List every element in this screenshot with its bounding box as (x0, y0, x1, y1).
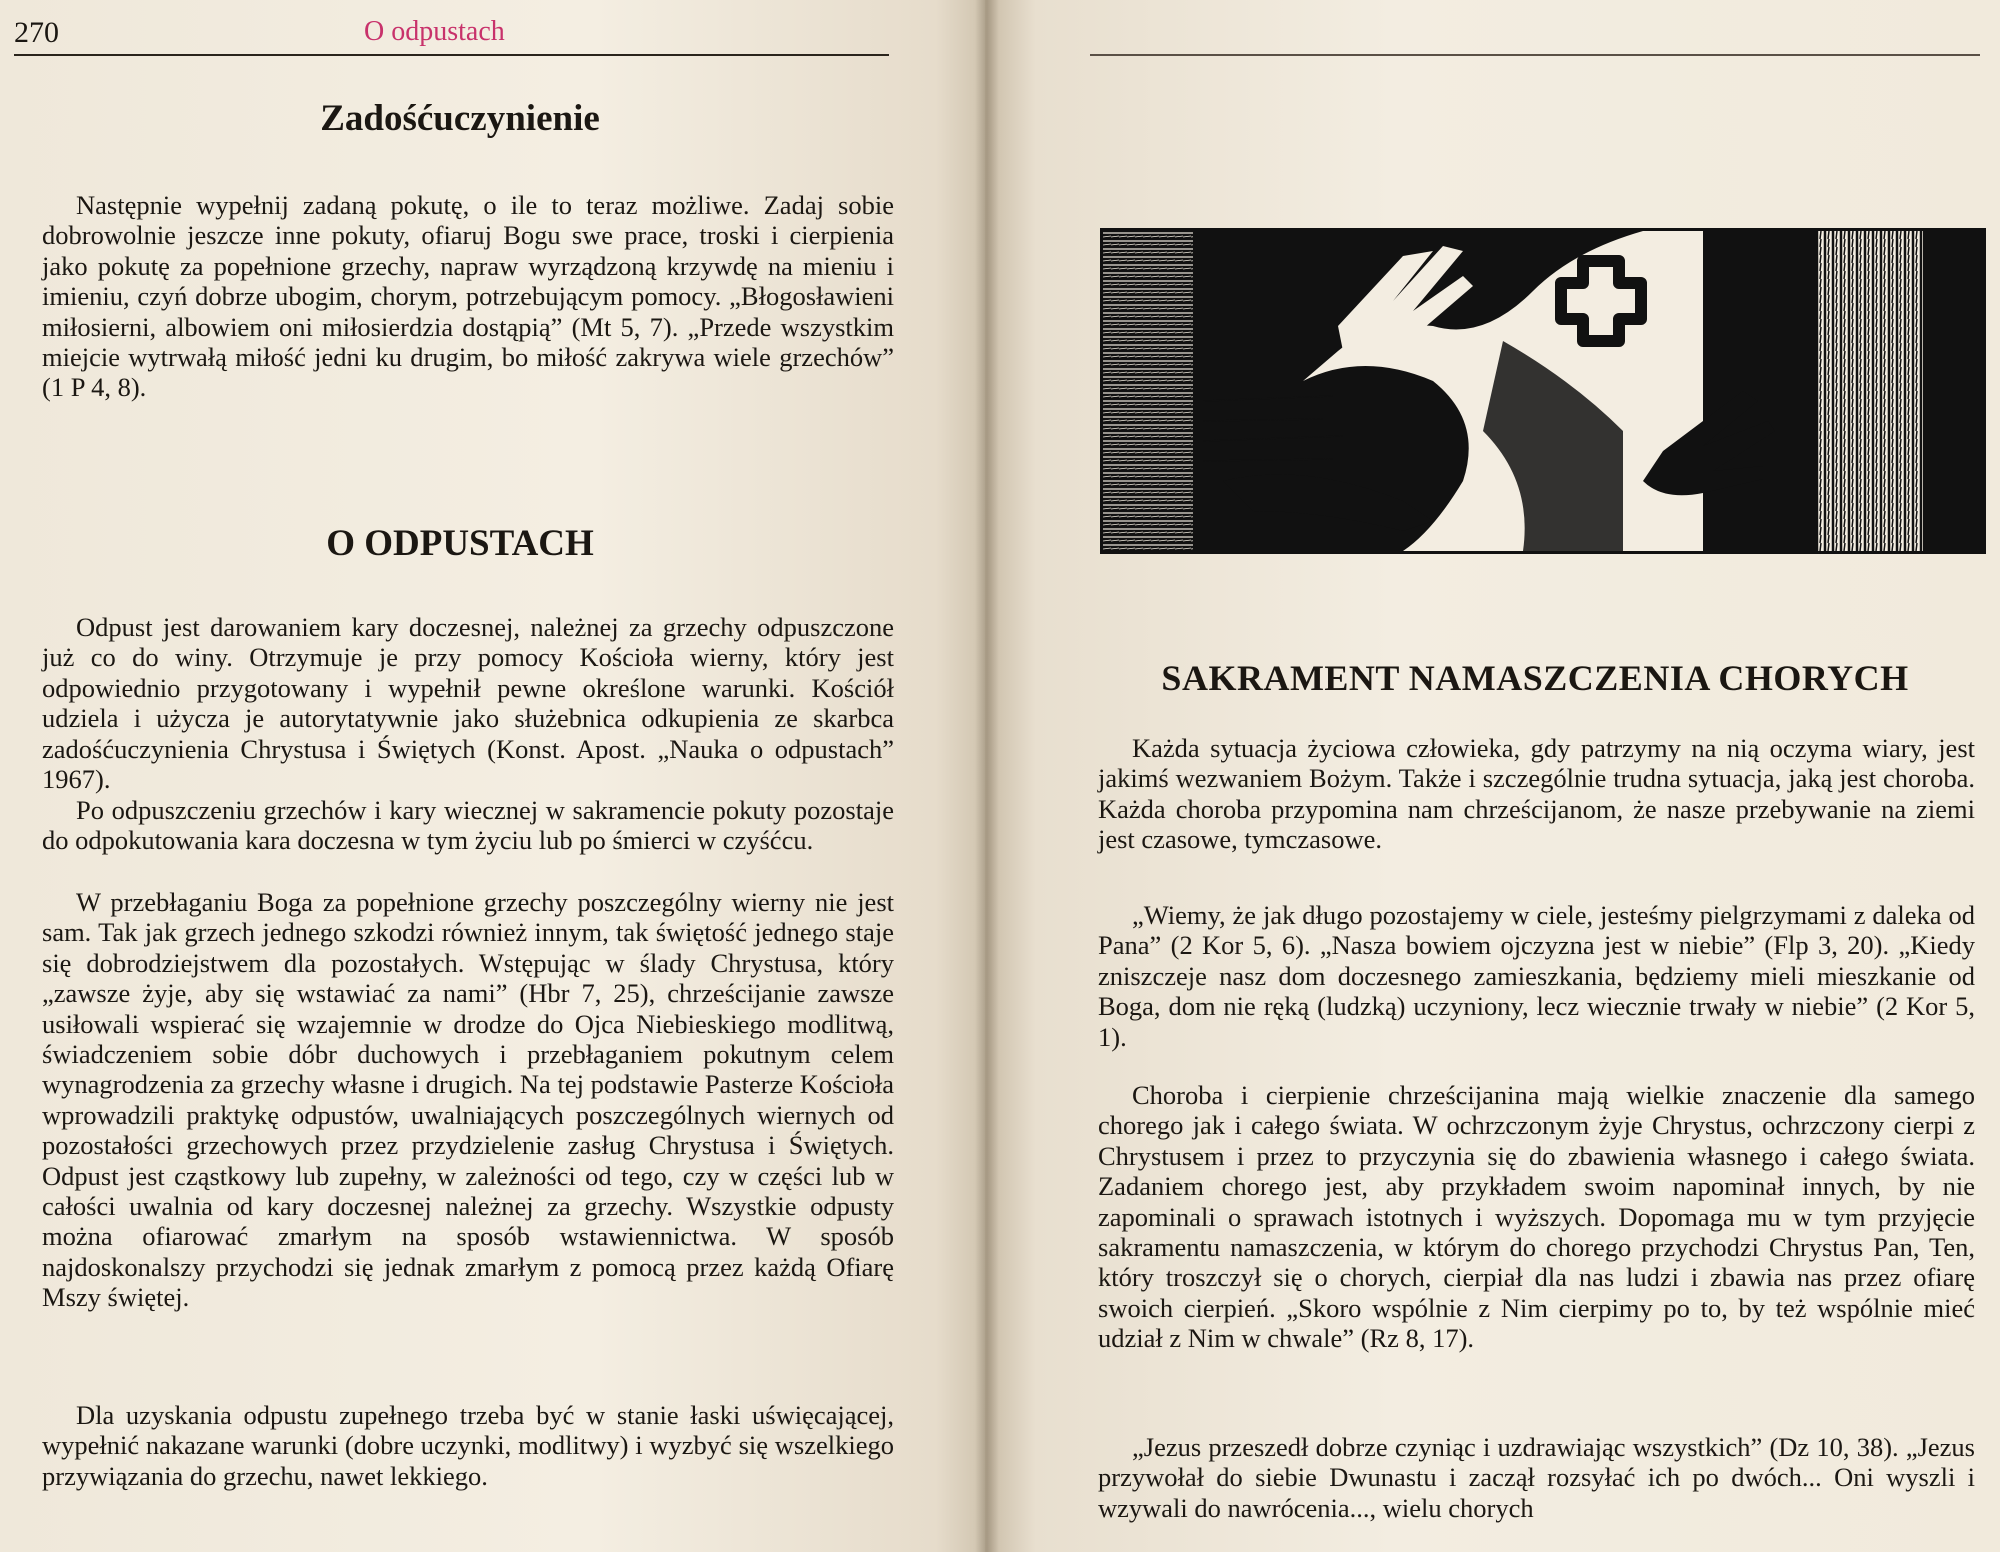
woodcut-hands-cross-image (1103, 231, 1983, 551)
paragraph: Po odpuszczeniu grzechów i kary wiecznej w sakramencie pokuty pozostaje do odpokutowania kara doczesna w tym życiu lub po śmierci w czyśćcu. (42, 795, 894, 856)
paragraph: Odpust jest darowaniem kary doczesnej, należnej za grzechy odpuszczone już co do winy. Otrzymuje je przy pomocy Kościoła wierny, który jest odpowiednio przygotowany i wypełnił pewne określone warunki. Kościół udziela i użycza je autorytatywnie jako służebnica odkupienia ze skarbca zadośćuczynienia Chrystusa i Świętych (Konst. Apost. „Nauka o odpustach” 1967). (42, 612, 894, 795)
paragraph: Choroba i cierpienie chrześcijanina mają wielkie znaczenie dla samego chorego jak i całego świata. W ochrzczonym żyje Chrystus, ochrzczony cierpi z Chrystusem i przez to przyczynia się do zbawienia własnego i całego świata. Zadaniem chorego jest, aby przykładem swoim napominał innych, by nie zapominali o sprawach istotnych i wyższych. Dopomaga mu w tym przyjęcie sakramentu namaszczenia, w którym do chorego przychodzi Chrystus Pan, Ten, który troszczył się o chorych, cierpiał dla nas ludzi i zbawia nas przez ofiarę swoich cierpień. „Skoro wspólnie z Nim cierpimy po to, by też wspólnie mieć udział z Nim w chwale” (Rz 8, 17). (1098, 1080, 1975, 1354)
section-heading-o-odpustach: O ODPUSTACH (326, 523, 594, 564)
paragraph: „Wiemy, że jak długo pozostajemy w ciele, jesteśmy pielgrzymami z daleka od Pana” (2 Kor 5, 6). „Nasza bowiem ojczyzna jest w niebie” (Flp 3, 20). „Kiedy zniszczeje nasz dom doczesnego zamieszkania, będziemy mieli mieszkanie od Boga, dom nie ręką (ludzką) uczyniony, lecz wiecznie trwały w niebie” (2 Kor 5, 1). (1098, 900, 1975, 1052)
woodcut-illustration (1100, 228, 1986, 554)
paragraph: „Jezus przeszedł dobrze czyniąc i uzdrawiając wszystkich” (Dz 10, 38). „Jezus przywołał do siebie Dwunastu i zaczął rozsyłać ich po dwóch... Oni wyszli i wzywali do nawrócenia..., wielu chorych (1098, 1432, 1975, 1523)
section-heading-zadoscuczynienie: Zadośćuczynienie (320, 98, 600, 139)
paragraph: W przebłaganiu Boga za popełnione grzechy poszczególny wierny nie jest sam. Tak jak grzech jednego szkodzi również innym, tak świętość jednego staje się dobrodziejstwem dla pozostałych. Wstępując w ślady Chrystusa, który „zawsze żyje, aby się wstawiać za nami” (Hbr 7, 25), chrześcijanie zawsze usiłowali wspierać się wzajemnie w drodze do Ojca Niebieskiego modlitwą, świadczeniem sobie dóbr duchowych i przebłaganiem pokutnym celem wynagrodzenia za grzechy własne i drugich. Na tej podstawie Pasterze Kościoła wprowadzili praktykę odpustów, uwalniających poszczególnych wiernych od pozostałości grzechowych przez przydzielenie zasług Chrystusa i Świętych. Odpust jest cząstkowy lub zupełny, w zależności od tego, czy w części lub w całości uwalnia od kary doczesnej należnej za grzechy. Wszystkie odpusty można ofiarować zmarłym na sposób wstawiennictwa. W sposób najdoskonalszy przychodzi się jednak zmarłym z pomocą przez każdą Ofiarę Mszy świętej. (42, 887, 894, 1313)
running-head: O odpustach (364, 16, 505, 47)
book-gutter (975, 0, 999, 1552)
right-page-header-rule (1090, 14, 1980, 56)
left-page (0, 0, 985, 1552)
left-page-header (14, 14, 889, 56)
page-number: 270 (14, 16, 59, 49)
paragraph: Następnie wypełnij zadaną pokutę, o ile to teraz możliwe. Zadaj sobie dobrowolnie jeszcze inne pokuty, ofiaruj Bogu swe prace, troski i cierpienia jako pokutę za popełnione grzechy, napraw wyrządzoną krzywdę na mieniu i imieniu, czyń dobrze ubogim, chorym, potrzebującym pomocy. „Błogosławieni miłosierni, albowiem oni miłosierdzia dostąpią” (Mt 5, 7). „Przede wszystkim miejcie wytrwałą miłość jedni ku drugim, bo miłość zakrywa wiele grzechów” (1 P 4, 8). (42, 190, 894, 403)
section-heading-sakrament: SAKRAMENT NAMASZCZENIA CHORYCH (1161, 658, 1909, 698)
paragraph: Każda sytuacja życiowa człowieka, gdy patrzymy na nią oczyma wiary, jest jakimś wezwaniem Bożym. Także i szczególnie trudna sytuacja, jaką jest choroba. Każda choroba przypomina nam chrześcijanom, że nasze przebywanie na ziemi jest czasowe, tymczasowe. (1098, 733, 1975, 855)
paragraph: Dla uzyskania odpustu zupełnego trzeba być w stanie łaski uświęcającej, wypełnić nakazane warunki (dobre uczynki, modlitwy) i wyzbyć się wszelkiego przywiązania do grzechu, nawet lekkiego. (42, 1400, 894, 1491)
